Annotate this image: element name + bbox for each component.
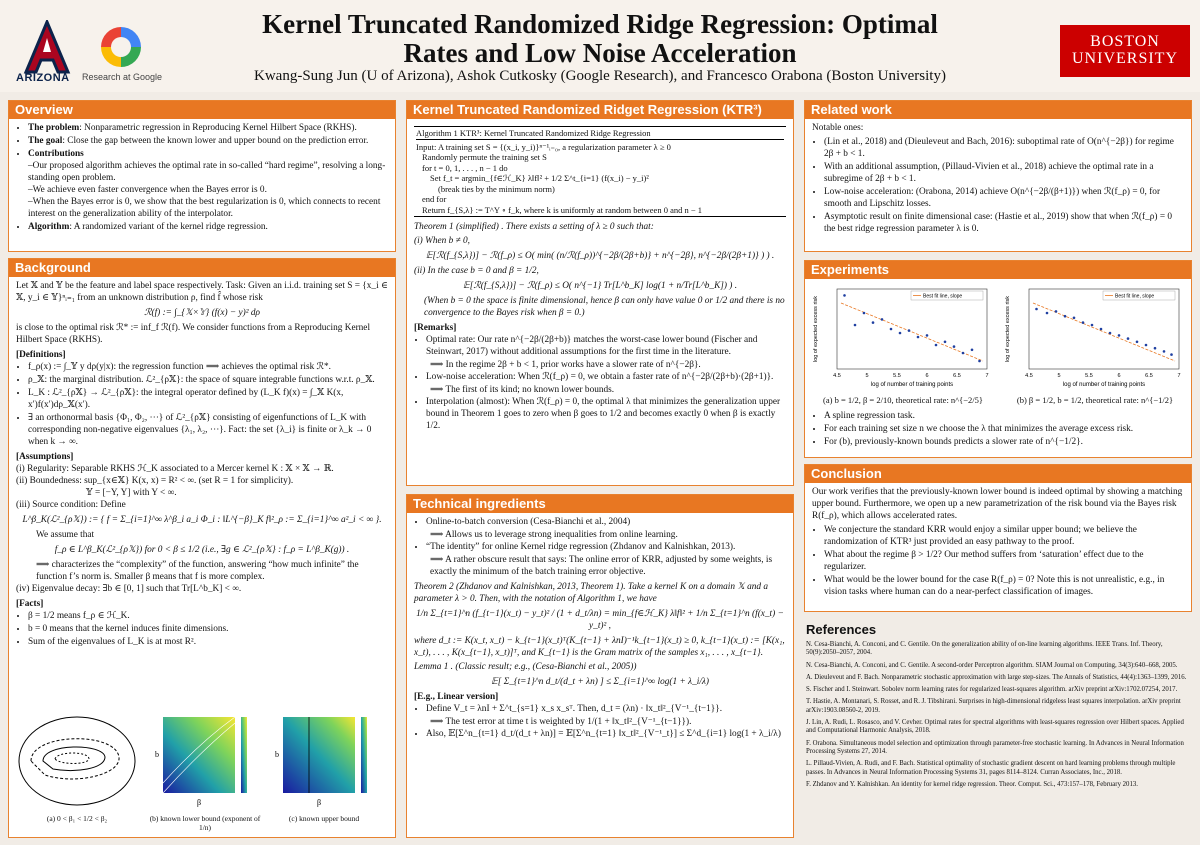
bu-logo-line-2: UNIVERSITY [1072,50,1178,67]
related-item: • With an additional assumption, (Pillaud-Vivien et al., 2018) achieve the optimal rate in a subregime of 2β + b < 1. [824,161,1184,185]
related-heading: Related work [805,101,1191,119]
data-point [926,334,929,337]
x-tick-label: 7 [985,373,989,379]
x-tick-label: 6.5 [1145,373,1153,379]
google-research-logo-text: Research at Google [82,72,163,82]
algo-line: for t = 0, 1, . . . , n − 1 do [422,162,508,173]
experiment-caption-a: (a) b = 1/2, β = 2/10, theoretical rate: n^{−2/5} [823,395,983,405]
boston-university-logo [1060,25,1190,77]
data-point [1035,308,1038,311]
remarks-label: [Remarks] [414,323,457,333]
x-tick-label: 5.5 [1085,373,1093,379]
contrib-text: When the Bayes error is 0, we show that the best regularization is 0, which connects to recent interest on the generalization ability of the interpolator. [28,197,381,219]
remark-item: • Interpolation (almost): When ℛ(f_ρ) = 0, the optimal λ that minimizes the generalization upper bound in Theorem 1 goes to zero when β goes to 1/2 and becomes exactly 0 when β is exactly 1/2. [426,396,786,432]
algo-line: end for [422,194,447,204]
data-point [890,328,893,331]
theorem-1-equation-2: 𝔼[ℛ(f_{S,λ})] − ℛ(f_ρ) ≤ O( n^{−1} Tr[L^b_K] log(1 + n/Tr[L^b_K]) ) . [462,281,738,291]
tech-item: ⟹ A rather obscure result that says: The online error of KRR, adjusted by some weights, is exactly the minimum of the batch training error objective. [430,555,773,577]
experiment-bullet: • For each training set size n we choose the λ that minimizes the average excess risk. [824,423,1192,435]
overview-contributions [28,148,388,220]
tech-item: • “The identity” for online Kernel ridge regression (Zhdanov and Kalnishkan, 2013). [426,541,786,553]
definition-item: • ρ_𝕏: the marginal distribution. ℒ²_{ρ𝕏}: the space of square integrable functions w.r.t. ρ_𝕏. [28,374,388,386]
reference-item: F. Zhdanov and Y. Kalnishkan. An identity for kernel ridge regression. Theor. Comput. Sci., 473:157–178, February 2013. [806,780,1138,788]
algorithm-1-box [414,126,786,217]
theorem-1-equation-1: 𝔼[ℛ(f_{S,λ})] − ℛ(f_ρ) ≤ O( min( (n/ℛ(f_ρ))^{−2β/(2β+b)} + n^{−2β}, n^{−2β/(2β+1)} ) ) . [425,251,775,261]
data-point [917,336,920,339]
reference-item: A. Dieuleveut and F. Bach. Nonparametric stochastic approximation with large step-sizes. The Annals of Statistics, 44(4):1363–1399, 2016. [806,673,1187,681]
technical-body [407,513,793,744]
data-point [953,345,956,348]
related-item: • (Lin et al., 2018) and (Dieuleveut and Bach, 2016): suboptimal rate of O(n^{−2β}) for regime 2β + b < 1. [824,136,1184,160]
contrib-text: Our proposed algorithm achieves the optimal rate in so-called “hard regime”, resolving a long-standing open problem. [28,161,386,183]
overview-goal [28,135,388,147]
data-point [854,324,857,327]
remark-item: ⟹ In the regime 2β + b < 1, prior works have a slower rate of n^{−2β}. [430,360,701,370]
references-section [806,622,1190,840]
reference-item: J. Lin, A. Rudi, L. Rosasco, and V. Cevher. Optimal rates for spectral algorithms with least-squares regression over Hilbert spaces. Applied and Computational Harmonic Analysis, 2018. [806,719,1184,735]
experiments-body [805,407,1192,452]
x-axis-label: log of number of training points [870,382,954,388]
poster-header [0,0,1200,92]
title-line-1: Kernel Truncated Randomized Ridge Regression: Optimal [262,9,938,39]
data-point [881,318,884,321]
algo-line: Input: A training set S = {(x_i, y_i)}ⁿ⁻¹ᵢ₌₀, a regularization parameter λ ≥ 0 [416,141,671,152]
lemma-1-equation: 𝔼[ Σ_{t=1}^n d_t/(d_t + λn) ] ≤ Σ_{i=1}^∞ log(1 + λ_i/λ) [490,677,710,687]
background-intro: Let 𝕏 and 𝕐 be the feature and label space respectively. Task: Given an i.i.d. training set S = {x_i ∈ 𝕏, y_i ∈ 𝕐}ⁿᵢ₌₁ from an unknown distribution ρ, find f̂ whose risk [16,281,388,303]
reference-item: L. Pillaud-Vivien, A. Rudi, and F. Bach. Statistical optimality of stochastic gradient descent on hard learning problems through multiple passes. In Advances in Neural Information Processing Systems 31, pages 8114–8124. Curran Associates, Inc., 2018. [806,760,1176,776]
technical-heading: Technical ingredients [407,495,793,513]
contrib-item: –When the Bayes error is 0, we show that the best regularization is 0, which connects to recent interest on the generalization ability of the interpolator. [28,197,381,219]
x-tick-label: 6 [1117,373,1121,379]
tech-item: ⟹ Allows us to leverage strong inequalities from online learning. [430,530,678,540]
data-point [1082,321,1085,324]
contrib-item: –We achieve even faster convergence when the Bayes error is 0. [28,185,267,195]
y-axis-label: log of expected excess risk [813,295,819,363]
data-point [944,341,947,344]
technical-section [406,494,794,838]
x-tick-label: 4.5 [833,373,841,379]
reference-item: F. Orabona. Simultaneous model selection and optimization through parameter-free stochastic learning. In Advances in Neural Information Processing Systems 27, 2014. [806,739,1184,755]
data-point [863,312,866,315]
background-body [9,277,395,652]
ktr-heading: Kernel Truncated Randomized Ridget Regression (KTR³) [407,101,793,119]
remark-item: • Low-noise acceleration: When ℛ(f_ρ) = 0, we obtain a faster rate of n^{−2β/(2β+b)·(2β+1)}. [426,371,786,383]
data-point [1118,334,1121,337]
linear-example-label: [E.g., Linear version] [414,692,499,702]
conclusion-item: • What about the regime β > 1/2? Our method suffers from ‘saturation’ effect due to the regularizer. [824,549,1184,573]
data-point [935,344,938,347]
heatmap-b-xlabel: β [196,798,202,807]
x-tick-label: 7 [1177,373,1181,379]
x-axis-label: log of number of training points [1062,382,1146,388]
assumption-item: 𝕐 = [−Y, Y] with Y < ∞. [86,488,177,498]
background-intro-2: is close to the optimal risk ℛ* := inf_f ℛ(f). We consider functions from a Reproducing Kernel Hilbert Space (RKHS). [16,323,371,345]
related-intro: Notable ones: [812,123,864,133]
data-point [1091,324,1094,327]
goal-text: : Close the gap between the known lower and upper bound on the prediction error. [62,136,369,146]
data-point [1109,332,1112,335]
data-point [1127,337,1130,340]
theorem-1: Theorem 1 (simplified) . There exists a setting of λ ≥ 0 such that: [414,222,654,232]
poster-authors: Kwang-Sung Jun (U of Arizona), Ashok Cutkosky (Google Research), and Francesco Orabona (Boston University) [254,68,946,84]
experiment-plot-b [1001,283,1187,395]
facts-label: [Facts] [16,599,44,609]
data-point [1073,317,1076,320]
fact-item: • Sum of the eigenvalues of L_K is at most R². [28,636,388,648]
related-item: • Low-noise acceleration: (Orabona, 2014) achieve O(n^{−2β/(β+1)}) when ℛ(f_ρ) = 0, for smooth and Lipschitz losses. [824,186,1184,210]
theorem-1-note: (When b = 0 the space is finite dimensional, hence β can only have value 0 or 1/2 and there is no convergence to the Bayes risk when β = 0.) [424,296,785,318]
bu-logo-line-1: BOSTON [1090,33,1160,50]
reference-item: T. Hastie, A. Montanari, S. Rosset, and R. J. Tibshirani. Surprises in high-dimensional ridgeless least squares interpolation. arXiv preprint arXiv:1903.08560-2, 2019. [806,698,1181,714]
data-point [843,294,846,297]
assumption-item: (iii) Source condition: Define [16,500,126,510]
lower-bound-heatmap [149,713,257,809]
x-tick-label: 6 [925,373,929,379]
figure-caption-b: (b) known lower bound (exponent of 1/n) [149,814,261,832]
eigenvalue-decay: (iv) Eigenvalue decay: ∃b ∈ [0, 1] such that Tr[L^b_K] < ∞. [16,584,242,594]
theorem-2-equation: 1/n Σ_{t=1}^n (f_{t−1}(x_t) − y_t)² / (1 + d_t/λn) = min_{f∈ℋ_K} λ‖f‖² + 1/n Σ_{t=1}^n (f(x_t) − y_t)² , [416,609,784,631]
data-point [1163,350,1166,353]
x-tick-label: 6.5 [953,373,961,379]
lemma-1: Lemma 1 . (Classic result; e.g., (Cesa-Bianchi et al., 2005)) [414,662,637,672]
data-point [1145,344,1148,347]
contrib-label: Contributions [28,149,84,159]
risk-equation: ℛ(f) := ∫_{𝕏×𝕐} (f(x) − y)² dρ [144,308,260,318]
heatmap-c-ylabel: b [275,750,279,759]
assumption-item: (i) Regularity: Separable RKHS ℋ_K associated to a Mercer kernel K : 𝕏 × 𝕏 → ℝ. [16,464,334,474]
related-work-section [804,100,1192,252]
upper-bound-heatmap [269,713,377,809]
algo-line: Set f_t = argmin_{f∈ℋ_K} λ‖f‖² + 1/2 Σ^t_{i=1} (f(x_i) − y_i)² [430,173,649,183]
theorem-1-case-1: (i) When b ≠ 0, [414,236,470,246]
overview-heading: Overview [9,101,395,119]
definition-item: • L_K : ℒ²_{ρ𝕏} → ℒ²_{ρ𝕏}: the integral operator defined by (L_K f)(x) = ∫_𝕏 K(x, x′)f(x′)dρ_𝕏(x′). [28,387,388,411]
x-tick-label: 5 [1057,373,1061,379]
conclusion-section [804,464,1192,612]
background-section [8,258,396,838]
experiments-heading: Experiments [805,261,1191,279]
contrib-text: We achieve even faster convergence when the Bayes error is 0. [32,185,267,195]
remark-item: • Optimal rate: Our rate n^{−2β/(2β+b)} matches the worst-case lower bound (Fischer and Steinwart, 2017) without additional assumptions for the first time in the literature. [426,334,786,358]
fact-item: • β = 1/2 means f_ρ ∈ ℋ_K. [28,610,388,622]
problem-label: The problem [28,123,80,133]
overview-algorithm [28,221,388,233]
figure-caption-c: (c) known upper bound [288,814,360,823]
data-point [872,321,875,324]
contrib-item: –Our proposed algorithm achieves the optimal rate in so-called “hard regime”, resolving a long-standing open problem. [28,161,386,183]
experiment-bullet: • A spline regression task. [824,410,1192,422]
definition-item: • f_ρ(x) := ∫_𝕐 y dρ(y|x): the regression function ⟹ achieves the optimal risk ℛ*. [28,361,388,373]
goal-label: The goal [28,136,63,146]
overview-body [9,119,395,237]
data-point [1046,312,1049,315]
background-heading: Background [9,259,395,277]
references-heading: References [806,622,877,637]
remark-item: ⟹ The first of its kind; no known lower bounds. [430,385,615,395]
reference-item: S. Fischer and I. Steinwart. Sobolev norm learning rates for regularized least-squares algorithm. arXiv preprint arXiv:1702.07254, 2017. [806,686,1178,694]
algo-line: Return f_{S,λ} := T^Y ∘ f_k, where k is uniformly at random between 0 and n − 1 [422,204,703,215]
figure-caption-a: (a) 0 < β₁ < 1/2 < β₂ [46,814,108,823]
related-item: • Asymptotic result on finite dimensional case: (Hastie et al., 2019) show that when ℛ(f_ρ) = 0 the best ridge regression parameter λ is 0. [824,211,1184,235]
conclusion-body [805,483,1191,602]
arizona-logo-text: ARIZONA [16,72,70,84]
legend-label: Best fit line, slope [1115,293,1155,300]
data-point [1170,353,1173,356]
theorem-1-case-2: (ii) In the case b = 0 and β = 1/2, [414,266,539,276]
data-point [971,349,974,352]
algo-text: : A randomized variant of the kernel ridge regression. [69,222,268,232]
theorem-2-where: where d_t := K(x_t, x_t) − k_{t−1}(x_t)ᵀ(K_{t−1} + λnI)⁻¹k_{t−1}(x_t) ≥ 0, k_{t−1}(x_t) := [K(x₁, x_t), . . . , K(x_{t−1}, x_t)]ᵀ, and K_{t−1} is the Gram matrix of the samples x₁, . . . , x_{t−1}. [414,636,785,658]
data-point [1064,315,1067,318]
algo-label: Algorithm [28,222,70,232]
algo-line: (break ties by the minimum norm) [438,183,555,194]
legend-label: Best fit line, slope [923,293,963,300]
data-point [1136,341,1139,344]
conclusion-item: • What would be the lower bound for the case R(f_ρ) = 0? Note this is not unrealistic, e.g., in vision tasks where human can do a near-perfect classification of images. [824,574,1184,598]
linear-example-item: ⟹ The test error at time t is weighted by 1/(1 + ‖x_t‖²_{V⁻¹_{t−1}}). [430,717,692,727]
problem-text: : Nonparametric regression in Reproducing Kernel Hilbert Space (RKHS). [79,123,357,133]
overview-problem [28,122,388,134]
conclusion-heading: Conclusion [805,465,1191,483]
google-research-logo-icon [98,24,144,70]
rkhs-nested-sets-figure [15,713,139,809]
ktr-body [407,119,793,436]
heatmap-c-xlabel: β [316,798,322,807]
theorem-2: Theorem 2 (Zhdanov and Kalnishkan, 2013, Theorem 1). Take a kernel K on a domain 𝕏 and a parameter λ > 0. Then, with the notation of Algorithm 1, we have [414,582,769,604]
heatmap-b-ylabel: b [155,750,159,759]
linear-example-item: • Define V_t = λnI + Σ^t_{s=1} x_s x_sᵀ. Then, d_t = (λn) · ‖x_t‖²_{V⁻¹_{t−1}}. [426,703,786,715]
algorithm-title: Algorithm 1 KTR³: Kernel Truncated Randomized Ridge Regression [416,128,784,140]
conclusion-item: • We conjecture the standard KRR would enjoy a similar upper bound; we believe the randomization of KTR³ just provided an easy pathway to the proof. [824,524,1184,548]
experiment-bullet: • For (b), previously-known bounds predicts a slower rate of n^{−1/2}. [824,436,1192,448]
assume-equation: f_ρ ∈ L^β_K(ℒ²_{ρ𝕏}) for 0 < β ≤ 1/2 (i.e., ∃g ∈ ℒ²_{ρ𝕏} : f_ρ = L^β_K(g)) . [54,545,350,555]
overview-section [8,100,396,252]
x-tick-label: 5 [865,373,869,379]
x-tick-label: 5.5 [893,373,901,379]
data-point [978,360,981,363]
definitions-label: [Definitions] [16,350,66,360]
data-point [962,352,965,355]
ktr-section [406,100,794,486]
algo-line: Randomly permute the training set S [422,152,547,162]
assumption-item: (ii) Boundedness: sup_{x∈𝕏} K(x, x) = R² < ∞. (set R = 1 for simplicity). [16,476,294,486]
references-list [806,641,1190,789]
reference-item: N. Cesa-Bianchi, A. Conconi, and C. Gentile. On the generalization ability of on-line learning algorithms. IEEE Trans. Inf. Theory, 50(9):2050–2057, 2004. [806,641,1163,657]
plot-frame [1029,289,1179,369]
x-tick-label: 4.5 [1025,373,1033,379]
fact-item: • b = 0 means that the kernel induces finite dimensions. [28,623,388,635]
conclusion-text: Our work verifies that the previously-known lower bound is indeed optimal by showing a matching upper bound. Furthermore, we open up a new parametrization of the risk bound via the Bayes risk R(f_ρ), which allows accelerated rates. [812,487,1183,521]
poster-title [205,10,995,68]
linear-example-item: • Also, 𝔼[Σ^n_{t=1} d_t/(d_t + λn)] = 𝔼[Σ^n_{t=1} ‖x_t‖²_{V⁻¹_t}] ≤ Σ^d_{i=1} log(1 + λ_i/λ) [426,728,786,740]
tech-item: • Online-to-batch conversion (Cesa-Bianchi et al., 2004) [426,516,786,528]
y-axis-label: log of expected excess risk [1005,295,1011,363]
title-line-2: Rates and Low Noise Acceleration [403,38,797,68]
data-point [899,332,902,335]
assume-that: We assume that [36,530,95,540]
plot-frame [837,289,987,369]
definition-item: • ∃ an orthonormal basis {Φ₁, Φ₂, ⋯} of ℒ²_{ρ𝕏} consisting of eigenfunctions of L_K with corresponding non-negative eigenvalues {λ₁, λ₂, ⋯}. Fact: the set {λ_i} is finite or λ_k → 0 when k → ∞. [28,412,388,448]
assumptions-label: [Assumptions] [16,452,74,462]
experiment-caption-b: (b) β = 1/2, b = 1/2, theoretical rate: n^{−1/2} [1016,395,1174,405]
data-point [908,329,911,332]
data-point [1055,310,1058,313]
source-condition-equation: L^β_K(ℒ²_{ρ𝕏}) := { f = Σ_{i=1}^∞ λ^β_i a_i Φ_i : ‖L^{−β}_K f‖²_ρ := Σ_{i=1}^∞ a²_i < ∞ }. [22,515,382,525]
related-body [805,119,1191,239]
reference-item: N. Cesa-Bianchi, A. Conconi, and C. Gentile. A second-order Perceptron algorithm. SIAM Journal on Computing, 34(3):640–668, 2005. [806,661,1178,669]
data-point [1154,347,1157,350]
experiments-section [804,260,1192,458]
data-point [1100,328,1103,331]
complexity-note: ⟹ characterizes the “complexity” of the function, answering “how much infinite” the function f’s norm is. Smaller β means that f is more complex. [36,560,359,582]
experiment-plot-a [809,283,995,395]
